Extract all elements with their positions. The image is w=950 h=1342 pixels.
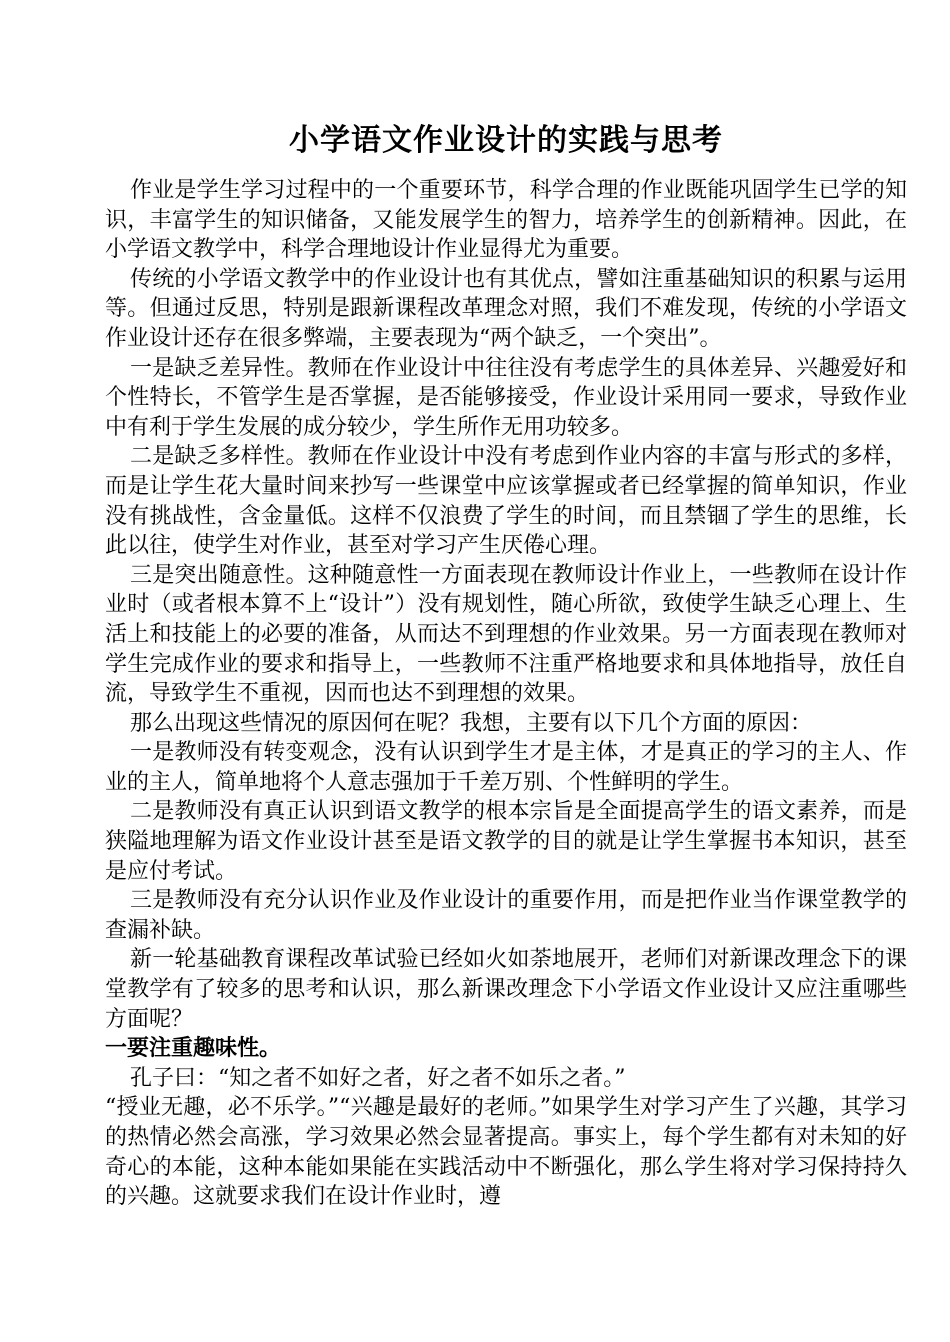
paragraph-cause-two: 二是教师没有真正认识到语文教学的根本宗旨是全面提高学生的语文素养，而是狭隘地理解为语文作业设计甚至是语文教学的目的就是让学生掌握书本知识，甚至是应付考试。	[105, 799, 907, 884]
paragraph-new-curriculum: 新一轮基础教育课程改革试验已经如火如荼地展开，老师们对新课改理念下的课堂教学有了较多的思考和认识，那么新课改理念下小学语文作业设计又应注重哪些方面呢？	[105, 947, 907, 1032]
paragraph-traditional-design: 传统的小学语文教学中的作业设计也有其优点，譬如注重基础知识的积累与运用等。但通过反思，特别是跟新课程改革理念对照，我们不难发现，传统的小学语文作业设计还存在很多弊端，主要表现为“两个缺乏，一个突出”。	[105, 266, 907, 351]
document-page	[105, 112, 907, 1212]
section-heading: 一要注重趣味性。	[105, 1035, 282, 1062]
paragraph-cause-three: 三是教师没有充分认识作业及作业设计的重要作用，而是把作业当作课堂教学的查漏补缺。	[105, 888, 907, 943]
quote-line: 孔子曰：“知之者不如好之者，好之者不如乐之者。”	[130, 1065, 626, 1091]
paragraph-arbitrariness: 三是突出随意性。这种随意性一方面表现在教师设计作业上，一些教师在设计作业时（或者根本算不上“设计”）没有规划性，随心所欲，致使学生缺乏心理上、生活上和技能上的必要的准备，从而达不到理想的作业效果。另一方面表现在教师对学生完成作业的要求和指导上，一些教师不注重严格地要求和具体地指导，放任自流，导致学生不重视，因而也达不到理想的效果。	[105, 562, 907, 707]
document-title: 小学语文作业设计的实践与思考	[289, 123, 723, 158]
paragraph-causes-question: 那么出现这些情况的原因何在呢？我想，主要有以下几个方面的原因：	[130, 710, 813, 736]
paragraph-lack-of-variety: 二是缺乏多样性。教师在作业设计中没有考虑到作业内容的丰富与形式的多样，而是让学生花大量时间来抄写一些课堂中应该掌握或者已经掌握的简单知识，作业没有挑战性，含金量低。这样不仅浪费了学生的时间，而且禁锢了学生的思维，长此以往，使学生对作业，甚至对学习产生厌倦心理。	[105, 444, 907, 559]
paragraph-interest: “授业无趣，必不乐学。”“兴趣是最好的老师。”如果学生对学习产生了兴趣，其学习的热情必然会高涨，学习效果必然会显著提高。事实上，每个学生都有对未知的好奇心的本能，这种本能如果能在实践活动中不断强化，那么学生将对学习保持持久的兴趣。这就要求我们在设计作业时，遵	[105, 1095, 907, 1210]
paragraph-lack-of-difference: 一是缺乏差异性。教师在作业设计中往往没有考虑学生的具体差异、兴趣爱好和个性特长，不管学生是否掌握，是否能够接受，作业设计采用同一要求，导致作业中有利于学生发展的成分较少，学生所作无用功较多。	[105, 355, 907, 440]
paragraph-cause-one: 一是教师没有转变观念，没有认识到学生才是主体，才是真正的学习的主人、作业的主人，简单地将个人意志强加于千差万别、个性鲜明的学生。	[105, 740, 907, 795]
paragraph-intro: 作业是学生学习过程中的一个重要环节，科学合理的作业既能巩固学生已学的知识，丰富学生的知识储备，又能发展学生的智力，培养学生的创新精神。因此，在小学语文教学中，科学合理地设计作业显得尤为重要。	[105, 178, 907, 263]
